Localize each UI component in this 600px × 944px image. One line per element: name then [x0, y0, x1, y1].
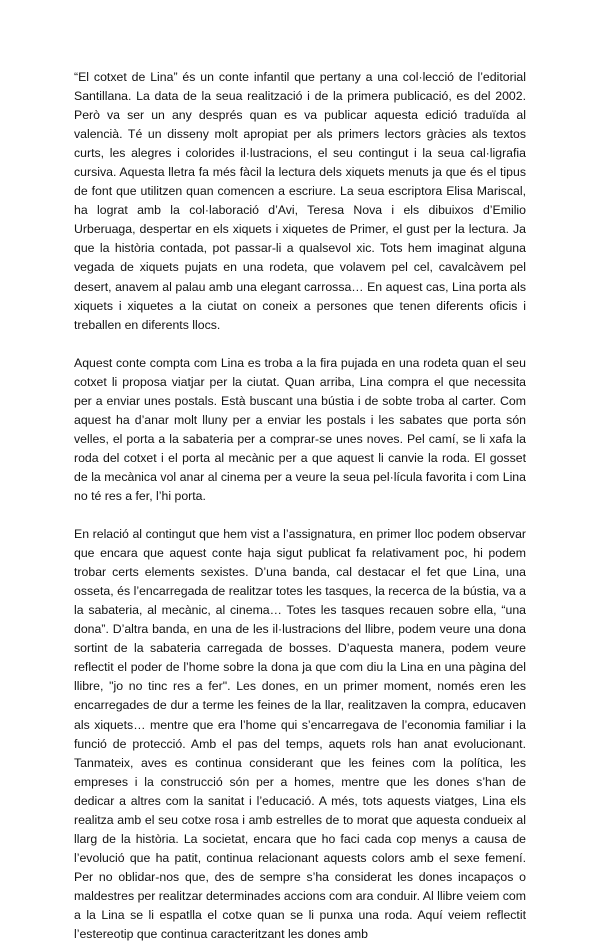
document-page	[74, 68, 526, 944]
paragraph-intro: “El cotxet de Lina” és un conte infantil que pertany a una col·lecció de l’editorial Santillana. La data de la seua realització i de la primera publicació, es del 2002. Però va ser un any després quan es va publicar aquesta edició traduïda al valencià. Té un disseny molt apropiat per als primers lectors gràcies als textos curts, les alegres i colorides il·lustracions, el seu contingut i la seua cal·ligrafia cursiva. Aquesta lletra fa més fàcil la lectura dels xiquets menuts ja que és el tipus de font que utilitzen quan comencen a escriure. La seua escriptora Elisa Mariscal, ha lograt amb la col·laboració d’Avi, Teresa Nova i els dibuixos d’Emilio Urberuaga, despertar en els xiquets i xiquetes de Primer, el gust per la lectura. Ja que la història contada, pot passar-li a qualsevol xic. Tots hem imaginat alguna vegada de xiquets pujats en una rodeta, que volavem pel cel, cavalcàvem pel desert, anavem al palau amb una elegant carrossa… En aquest cas, Lina porta als xiquets i xiquetes a la ciutat on coneix a persones que tenen diferents oficis i treballen en diferents llocs.	[74, 70, 526, 332]
paragraph-summary: Aquest conte compta com Lina es troba a la fira pujada en una rodeta quan el seu cotxet li proposa viatjar per la ciutat. Quan arriba, Lina compra el que necessita per a enviar unes postals. Està buscant una bústia i de sobte troba al carter. Com aquest ha d’anar molt lluny per a enviar les postals i les sabates que porta són velles, el porta a la sabateria per a comprar-se unes noves. Pel camí, se li xafa la roda del cotxet i el porta al mecànic per a que aquest li canvie la roda. El gosset de la mecànica vol anar al cinema per a veure la seua pel·lícula favorita i com Lina no té res a fer, l’hi porta.	[74, 355, 526, 503]
paragraph-analysis: En relació al contingut que hem vist a l’assignatura, en primer lloc podem observar que encara que aquest conte haja sigut publicat fa relativament poc, hi podem trobar certs elements sexistes. D’una banda, cal destacar el fet que Lina, una osseta, és l’encarregada de realitzar totes les tasques, la recerca de la bústia, va a la sabateria, al mecànic, al cinema… Totes les tasques recauen sobre ella, “una dona”. D’altra banda, en una de les il·lustracions del llibre, podem veure una dona sortint de la sabateria carregada de bosses. D’aquesta manera, podem veure reflectit el poder de l’home sobre la dona ja que com diu la Lina en una pàgina del llibre, "jo no tinc res a fer". Les dones, en un primer moment, només eren les encarregades de dur a terme les feines de la llar, realitzaven la compra, educaven als xiquets… mentre que era l’home qui s’encarregava de l’economia familiar i la funció de protecció. Amb el pas del temps, aquets rols han anat evolucionant. Tanmateix, aves es continua considerant que les feines com la política, les empreses i la construcció són per a homes, mentre que les dones s’han de dedicar a altres com la sanitat i l’educació. A més, tots aquests viatges, Lina els realitza amb el seu cotxe rosa i amb estrelles de to morat que aquesta condueix al llarg de la història. La societat, encara que ho faci cada cop menys a causa de l’evolució que ha patit, continua relacionant aquests colors amb el sexe femení. Per no oblidar-nos que, des de sempre s’ha considerat les dones incapaços o maldestres per realitzar determinades accions com ara conduir. Al llibre veiem com a la Lina se li espatlla el cotxe quan se li punxa una roda. Aquí veiem reflectit l’estereotip que continua caracteritzant les dones amb	[74, 527, 526, 942]
